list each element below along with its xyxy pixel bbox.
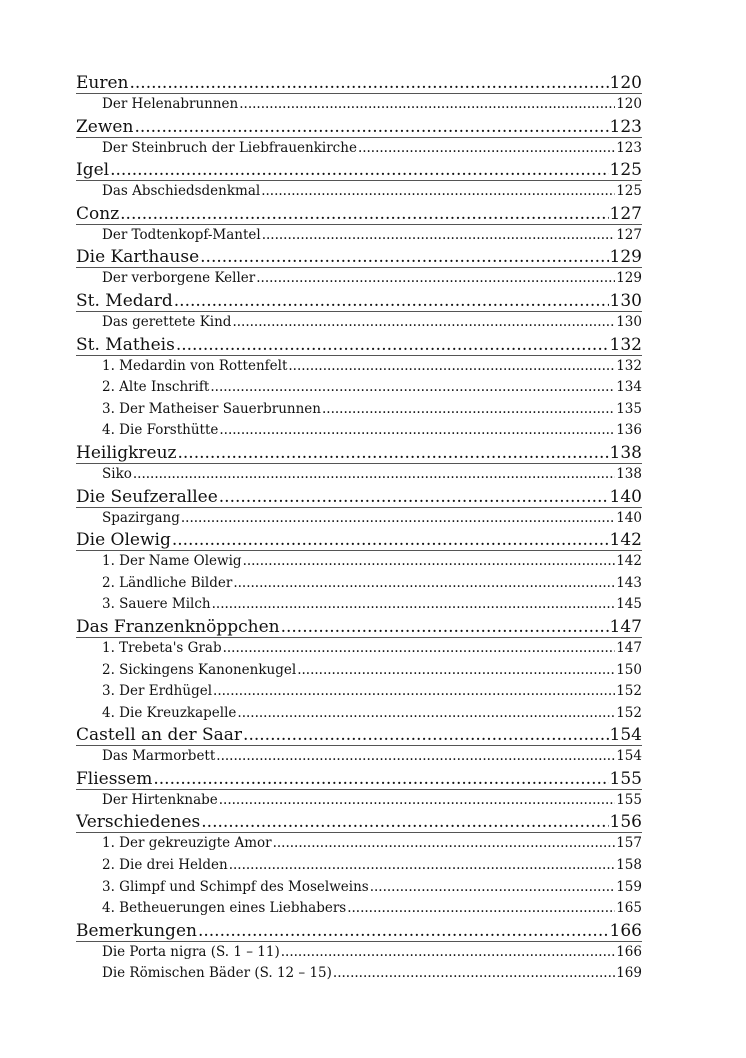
toc-subentry[interactable] xyxy=(76,573,642,595)
dot-leader xyxy=(370,877,616,899)
toc-entry-title: 3. Der Erdhügel xyxy=(102,681,212,703)
toc-subentry[interactable] xyxy=(76,790,642,812)
toc-page-number: 120 xyxy=(609,73,642,93)
toc-subentry[interactable] xyxy=(76,594,642,616)
toc-page-number: 147 xyxy=(609,616,642,637)
toc-entry-title: Die Porta nigra (S. 1 – 11) xyxy=(102,942,280,964)
dot-leader xyxy=(181,508,615,530)
dot-leader xyxy=(130,72,609,94)
toc-section-entry[interactable] xyxy=(76,116,642,138)
dot-leader xyxy=(133,464,615,486)
toc-entry-title: Fliessem xyxy=(76,768,153,789)
toc-entry-title: Das gerettete Kind xyxy=(102,312,231,334)
toc-section-entry[interactable] xyxy=(76,334,642,356)
dot-leader xyxy=(233,573,615,595)
toc-page-number: 140 xyxy=(616,509,642,526)
dot-leader xyxy=(243,724,609,746)
toc-entry-title: Spazirgang xyxy=(102,508,180,530)
toc-subentry[interactable] xyxy=(76,356,642,378)
dot-leader xyxy=(262,225,616,247)
dot-leader xyxy=(229,855,616,877)
toc-page-number: 138 xyxy=(609,442,642,463)
toc-entry-title: Der Helenabrunnen xyxy=(102,94,238,116)
toc-entry-title: 3. Sauere Milch xyxy=(102,594,211,616)
toc-section-entry[interactable] xyxy=(76,159,642,181)
toc-page-number: 132 xyxy=(609,334,642,355)
toc-entry-title: Euren xyxy=(76,73,129,93)
toc-entry-title: Die Seufzerallee xyxy=(76,486,218,507)
table-of-contents xyxy=(76,72,642,985)
toc-entry-title: Zewen xyxy=(76,116,134,137)
dot-leader xyxy=(223,638,616,660)
toc-section-entry[interactable] xyxy=(76,529,642,551)
toc-subentry[interactable] xyxy=(76,420,642,442)
dot-leader xyxy=(216,746,615,768)
toc-page-number: 154 xyxy=(616,748,642,765)
toc-entry-title: 4. Die Kreuzkapelle xyxy=(102,703,236,725)
toc-section-entry[interactable] xyxy=(76,203,642,225)
toc-section-entry[interactable] xyxy=(76,486,642,508)
toc-section-entry[interactable] xyxy=(76,768,642,790)
toc-entry-title: Die Römischen Bäder (S. 12 – 15) xyxy=(102,963,332,985)
toc-entry-title: St. Matheis xyxy=(76,334,175,355)
toc-entry-title: Castell an der Saar xyxy=(76,725,243,746)
toc-page-number: 138 xyxy=(616,465,642,482)
toc-page-number: 132 xyxy=(616,357,642,374)
toc-subentry[interactable] xyxy=(76,225,642,247)
dot-leader xyxy=(210,377,615,399)
toc-page-number: 130 xyxy=(609,290,642,311)
toc-section-entry[interactable] xyxy=(76,246,642,268)
toc-subentry[interactable] xyxy=(76,268,642,290)
toc-page-number: 136 xyxy=(616,422,642,439)
toc-entry-title: 3. Der Matheiser Sauerbrunnen xyxy=(102,399,321,421)
toc-page-number: 169 xyxy=(616,965,642,982)
dot-leader xyxy=(134,116,608,138)
toc-entry-title: Die Karthause xyxy=(76,247,200,268)
toc-page-number: 147 xyxy=(616,639,642,656)
toc-subentry[interactable] xyxy=(76,855,642,877)
toc-subentry[interactable] xyxy=(76,138,642,160)
toc-page-number: 134 xyxy=(616,379,642,396)
toc-entry-title: Der verborgene Keller xyxy=(102,268,255,290)
dot-leader xyxy=(281,942,615,964)
toc-page-number: 127 xyxy=(616,226,642,243)
toc-entry-title: 1. Medardin von Rottenfelt xyxy=(102,356,287,378)
toc-subentry[interactable] xyxy=(76,833,642,855)
toc-section-entry[interactable] xyxy=(76,920,642,942)
dot-leader xyxy=(288,356,615,378)
toc-section-entry[interactable] xyxy=(76,811,642,833)
toc-section-entry[interactable] xyxy=(76,616,642,638)
dot-leader xyxy=(219,420,615,442)
toc-page-number: 125 xyxy=(609,160,642,181)
toc-page-number: 155 xyxy=(609,768,642,789)
toc-entry-title: Verschiedenes xyxy=(76,812,201,833)
dot-leader xyxy=(219,486,609,508)
toc-subentry[interactable] xyxy=(76,377,642,399)
dot-leader xyxy=(273,833,616,855)
toc-subentry[interactable] xyxy=(76,94,642,116)
toc-subentry[interactable] xyxy=(76,551,642,573)
toc-entry-title: Der Hirtenknabe xyxy=(102,790,218,812)
toc-subentry[interactable] xyxy=(76,508,642,530)
dot-leader xyxy=(219,790,615,812)
dot-leader xyxy=(297,660,615,682)
toc-page-number: 145 xyxy=(616,596,642,613)
toc-entry-title: 3. Glimpf und Schimpf des Moselweins xyxy=(102,877,369,899)
toc-subentry[interactable] xyxy=(76,660,642,682)
dot-leader xyxy=(201,811,608,833)
dot-leader xyxy=(281,616,609,638)
dot-leader xyxy=(261,181,615,203)
toc-entry-title: 2. Ländliche Bilder xyxy=(102,573,232,595)
toc-subentry[interactable] xyxy=(76,681,642,703)
toc-entry-title: Der Steinbruch der Liebfrauenkirche xyxy=(102,138,357,160)
dot-leader xyxy=(347,898,615,920)
toc-subentry[interactable] xyxy=(76,703,642,725)
toc-page-number: 152 xyxy=(616,704,642,721)
toc-subentry[interactable] xyxy=(76,942,642,964)
dot-leader xyxy=(239,94,615,116)
toc-page-number: 152 xyxy=(616,683,642,700)
toc-page-number: 156 xyxy=(609,812,642,833)
toc-entry-title: Der Todtenkopf-Mantel xyxy=(102,225,261,247)
dot-leader xyxy=(256,268,615,290)
toc-section-entry[interactable] xyxy=(76,442,642,464)
toc-entry-title: 4. Die Forsthütte xyxy=(102,420,218,442)
toc-page-number: 120 xyxy=(616,96,642,112)
dot-leader xyxy=(200,246,608,268)
toc-subentry[interactable] xyxy=(76,312,642,334)
toc-entry-title: 4. Betheuerungen eines Liebhabers xyxy=(102,898,346,920)
toc-entry-title: Heiligkreuz xyxy=(76,442,177,463)
toc-entry-title: St. Medard xyxy=(76,290,173,311)
toc-page-number: 155 xyxy=(616,791,642,808)
dot-leader xyxy=(237,703,615,725)
toc-entry-title: 1. Trebeta's Grab xyxy=(102,638,222,660)
toc-entry-title: Igel xyxy=(76,160,110,181)
toc-page-number: 166 xyxy=(609,920,642,941)
toc-subentry[interactable] xyxy=(76,746,642,768)
toc-page-number: 140 xyxy=(609,486,642,507)
toc-subentry[interactable] xyxy=(76,181,642,203)
toc-entry-title: Conz xyxy=(76,203,120,224)
toc-entry-title: 1. Der Name Olewig xyxy=(102,551,242,573)
toc-page-number: 142 xyxy=(616,553,642,570)
toc-page-number: 123 xyxy=(609,116,642,137)
dot-leader xyxy=(120,203,608,225)
toc-page-number: 127 xyxy=(609,203,642,224)
toc-subentry[interactable] xyxy=(76,464,642,486)
toc-entry-title: Siko xyxy=(102,464,132,486)
dot-leader xyxy=(232,312,615,334)
toc-entry-title: Das Abschiedsdenkmal xyxy=(102,181,260,203)
toc-subentry[interactable] xyxy=(76,638,642,660)
toc-entry-title: Bemerkungen xyxy=(76,920,197,941)
dot-leader xyxy=(172,529,609,551)
toc-subentry[interactable] xyxy=(76,877,642,899)
dot-leader xyxy=(176,334,609,356)
toc-page-number: 143 xyxy=(616,574,642,591)
toc-page-number: 129 xyxy=(616,270,642,287)
toc-page-number: 125 xyxy=(616,183,642,200)
dot-leader xyxy=(333,963,615,985)
dot-leader xyxy=(177,442,608,464)
dot-leader xyxy=(243,551,616,573)
toc-page-number: 150 xyxy=(616,661,642,678)
toc-page-number: 130 xyxy=(616,313,642,330)
toc-entry-title: Die Olewig xyxy=(76,530,171,551)
toc-page-number: 159 xyxy=(616,878,642,895)
toc-page-number: 158 xyxy=(616,857,642,874)
toc-page-number: 157 xyxy=(616,835,642,852)
toc-page-number: 154 xyxy=(609,725,642,746)
toc-entry-title: Das Franzenknöppchen xyxy=(76,616,280,637)
toc-section-entry[interactable] xyxy=(76,72,642,94)
dot-leader xyxy=(213,681,615,703)
dot-leader xyxy=(153,768,608,790)
dot-leader xyxy=(212,594,616,616)
toc-entry-title: 2. Alte Inschrift xyxy=(102,377,209,399)
toc-subentry[interactable] xyxy=(76,963,642,985)
dot-leader xyxy=(322,399,615,421)
toc-page-number: 165 xyxy=(616,900,642,917)
dot-leader xyxy=(358,138,615,160)
toc-page-number: 142 xyxy=(609,530,642,551)
toc-page-number: 129 xyxy=(609,247,642,268)
toc-page-number: 123 xyxy=(616,139,642,156)
toc-section-entry[interactable] xyxy=(76,290,642,312)
toc-subentry[interactable] xyxy=(76,898,642,920)
toc-subentry[interactable] xyxy=(76,399,642,421)
dot-leader xyxy=(198,920,609,942)
toc-entry-title: 1. Der gekreuzigte Amor xyxy=(102,833,272,855)
toc-section-entry[interactable] xyxy=(76,724,642,746)
toc-entry-title: 2. Sickingens Kanonenkugel xyxy=(102,660,296,682)
toc-page-number: 135 xyxy=(616,400,642,417)
toc-entry-title: 2. Die drei Helden xyxy=(102,855,228,877)
toc-page-number: 166 xyxy=(616,943,642,960)
dot-leader xyxy=(110,159,608,181)
toc-entry-title: Das Marmorbett xyxy=(102,746,215,768)
dot-leader xyxy=(174,290,609,312)
